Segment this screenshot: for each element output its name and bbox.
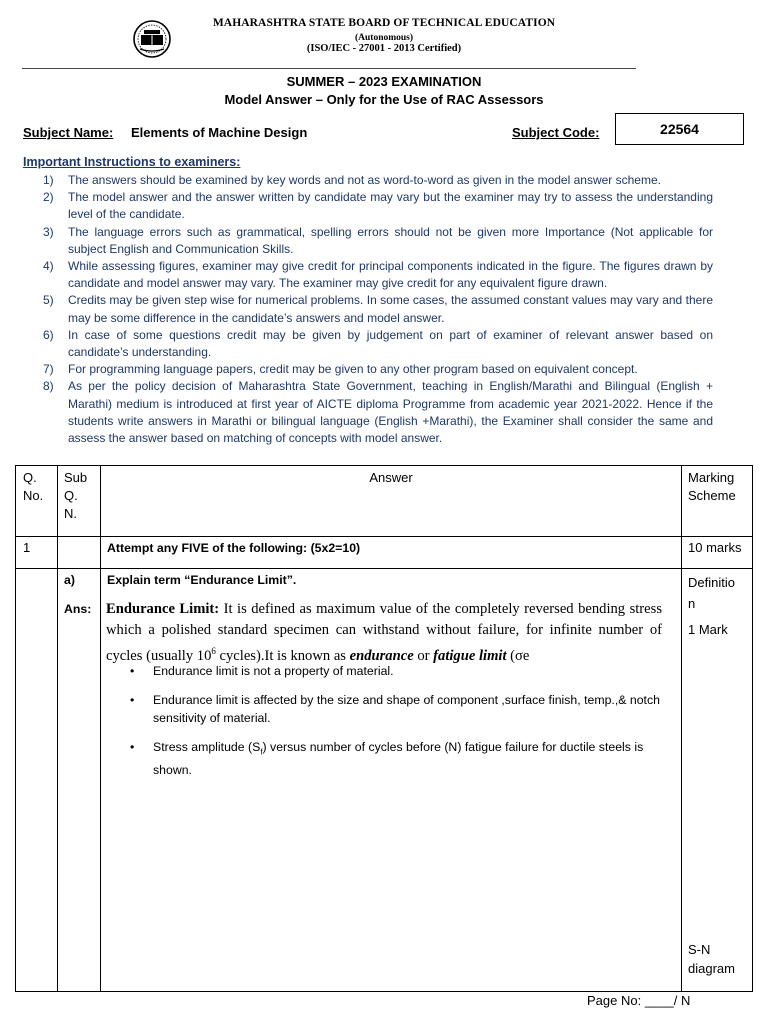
bullet-subscript: f bbox=[260, 747, 263, 757]
answer-bullet-list bbox=[130, 662, 660, 790]
instruction-text: Credits may be given step wise for numerical problems. In some cases, the assumed constant values may vary and there may be some difference in the candidate’s answers and model answer. bbox=[68, 293, 713, 325]
header-marking-scheme bbox=[688, 469, 736, 505]
table-col-divider bbox=[681, 465, 682, 992]
marking-line: S-N bbox=[688, 942, 711, 957]
header-q-no bbox=[23, 469, 43, 505]
instruction-text: While assessing figures, examiner may give credit for principal components indicated in the figure. The figures drawn by candidate and model answer may vary. The examiner may give credit for any equivalent figure drawn. bbox=[68, 259, 713, 291]
answer-bullet: • Endurance limit is not a property of material. bbox=[130, 662, 660, 680]
msbte-logo bbox=[131, 19, 173, 59]
instruction-item bbox=[23, 224, 713, 258]
instruction-item bbox=[23, 361, 713, 378]
definition-text: cycles).It is known as bbox=[215, 647, 350, 664]
marking-line: Definitio bbox=[688, 575, 735, 590]
exam-title: SUMMER – 2023 EXAMINATION bbox=[286, 74, 482, 89]
marking-one-mark: 1 Mark bbox=[688, 622, 728, 637]
instruction-item bbox=[23, 292, 713, 326]
instruction-number: 1) bbox=[43, 173, 54, 187]
autonomous-label: (Autonomous) bbox=[354, 33, 414, 43]
iso-certification: (ISO/IEC - 27001 - 2013 Certified) bbox=[306, 43, 462, 54]
marking-sn-diagram bbox=[688, 940, 735, 978]
page-number: Page No: ____/ N bbox=[587, 993, 691, 1008]
instruction-text: The language errors such as grammatical, spelling errors should not be given more Importance (Not applicable for subject English and Communication Skills. bbox=[68, 224, 713, 256]
subject-name-label: Subject Name: bbox=[23, 125, 114, 140]
instruction-number: 5) bbox=[43, 293, 54, 308]
instruction-number: 6) bbox=[43, 327, 54, 342]
instruction-text: As per the policy decision of Maharashtra State Government, teaching in English/Marathi and Bilingual (English + Marathi) medium is introduced at first year of AICTE diploma Programme from academic year 2021-2022. Hence if the students write answers in Marathi or bilingual language (English +Marathi), the Examiner shall consider the same and assess the answer based on matching of concepts with model answer. bbox=[68, 379, 713, 446]
instruction-item bbox=[23, 378, 713, 447]
header-sub-line: Sub bbox=[64, 470, 88, 485]
instruction-item bbox=[23, 189, 713, 223]
table-row-divider bbox=[15, 568, 753, 569]
instruction-number: 3) bbox=[43, 224, 54, 239]
instruction-text: The answers should be examined by key words and not as word-to-word as given in the model answer scheme. bbox=[68, 173, 661, 187]
answer-label: Ans: bbox=[64, 602, 92, 616]
sub-question-text: Explain term “Endurance Limit”. bbox=[107, 573, 297, 587]
instruction-number: 2) bbox=[43, 190, 54, 205]
instruction-item bbox=[23, 172, 713, 189]
instruction-text: For programming language papers, credit may be given to any other program based on equivalent concept. bbox=[68, 362, 638, 377]
table-row-divider bbox=[15, 536, 753, 537]
answer-definition bbox=[106, 599, 662, 667]
subject-code-box: 22564 bbox=[615, 113, 744, 145]
question-instruction: Attempt any FIVE of the following: (5x2=10) bbox=[107, 541, 361, 555]
question-number: 1 bbox=[23, 540, 31, 555]
definition-text: (σe bbox=[506, 647, 530, 664]
instruction-number: 8) bbox=[43, 379, 54, 394]
table-col-divider bbox=[57, 465, 58, 992]
table-col-divider bbox=[100, 465, 101, 992]
marking-line: n bbox=[688, 596, 696, 611]
instruction-item bbox=[23, 258, 713, 292]
bullet-text: Stress amplitude (S bbox=[153, 740, 261, 754]
header-sub-line: N. bbox=[64, 506, 77, 521]
definition-emphasis: endurance bbox=[349, 647, 414, 664]
answer-bullet: • Endurance limit is affected by the size and shape of component ,surface finish, temp.,& notch sensitivity of material. bbox=[130, 691, 660, 727]
marking-definition bbox=[688, 572, 735, 614]
model-answer-title: Model Answer – Only for the Use of RAC Assessors bbox=[224, 92, 544, 107]
instruction-text: The model answer and the answer written by candidate may vary but the examiner may try to assess the understanding level of the candidate. bbox=[68, 190, 713, 222]
header-marking-line: Scheme bbox=[688, 488, 736, 503]
instruction-text: In case of some questions credit may be given by judgement on part of examiner of relevant answer based on candidate’s understanding. bbox=[68, 327, 713, 360]
bullet-text: ) versus number of cycles before (N) fatigue failure for ductile steels is shown. bbox=[153, 740, 644, 778]
marking-line: diagram bbox=[688, 961, 735, 976]
header-q-no-line: Q. bbox=[23, 470, 37, 485]
header-q-no-line: No. bbox=[23, 488, 44, 503]
instruction-number: 4) bbox=[43, 259, 54, 274]
subject-code-label: Subject Code: bbox=[512, 125, 600, 140]
subject-name: Elements of Machine Design bbox=[131, 125, 308, 140]
definition-emphasis: fatigue limit bbox=[433, 647, 507, 664]
instructions-title: Important Instructions to examiners: bbox=[23, 155, 241, 169]
board-name: MAHARASHTRA STATE BOARD OF TECHNICAL EDUCATION bbox=[212, 17, 556, 29]
instruction-number: 7) bbox=[43, 362, 54, 377]
header-marking-line: Marking bbox=[688, 470, 735, 485]
answer-bullet bbox=[130, 738, 660, 779]
header-divider bbox=[22, 68, 636, 69]
instruction-item bbox=[23, 327, 713, 361]
question-marks: 10 marks bbox=[688, 540, 742, 555]
header-answer: Answer bbox=[369, 470, 413, 485]
definition-exponent: 6 bbox=[211, 646, 216, 656]
definition-term: Endurance Limit: bbox=[106, 601, 220, 617]
definition-text: It is defined as maximum value of the completely reversed bending stress which a polished standard specimen can withstand without failure, for infinite number of cycles (usually 10 bbox=[106, 601, 663, 664]
sub-question-label: a) bbox=[64, 573, 75, 587]
definition-text: or bbox=[413, 647, 434, 664]
header-sub-q-no bbox=[64, 469, 87, 523]
header-sub-line: Q. bbox=[64, 488, 78, 503]
instructions-list bbox=[23, 172, 713, 447]
